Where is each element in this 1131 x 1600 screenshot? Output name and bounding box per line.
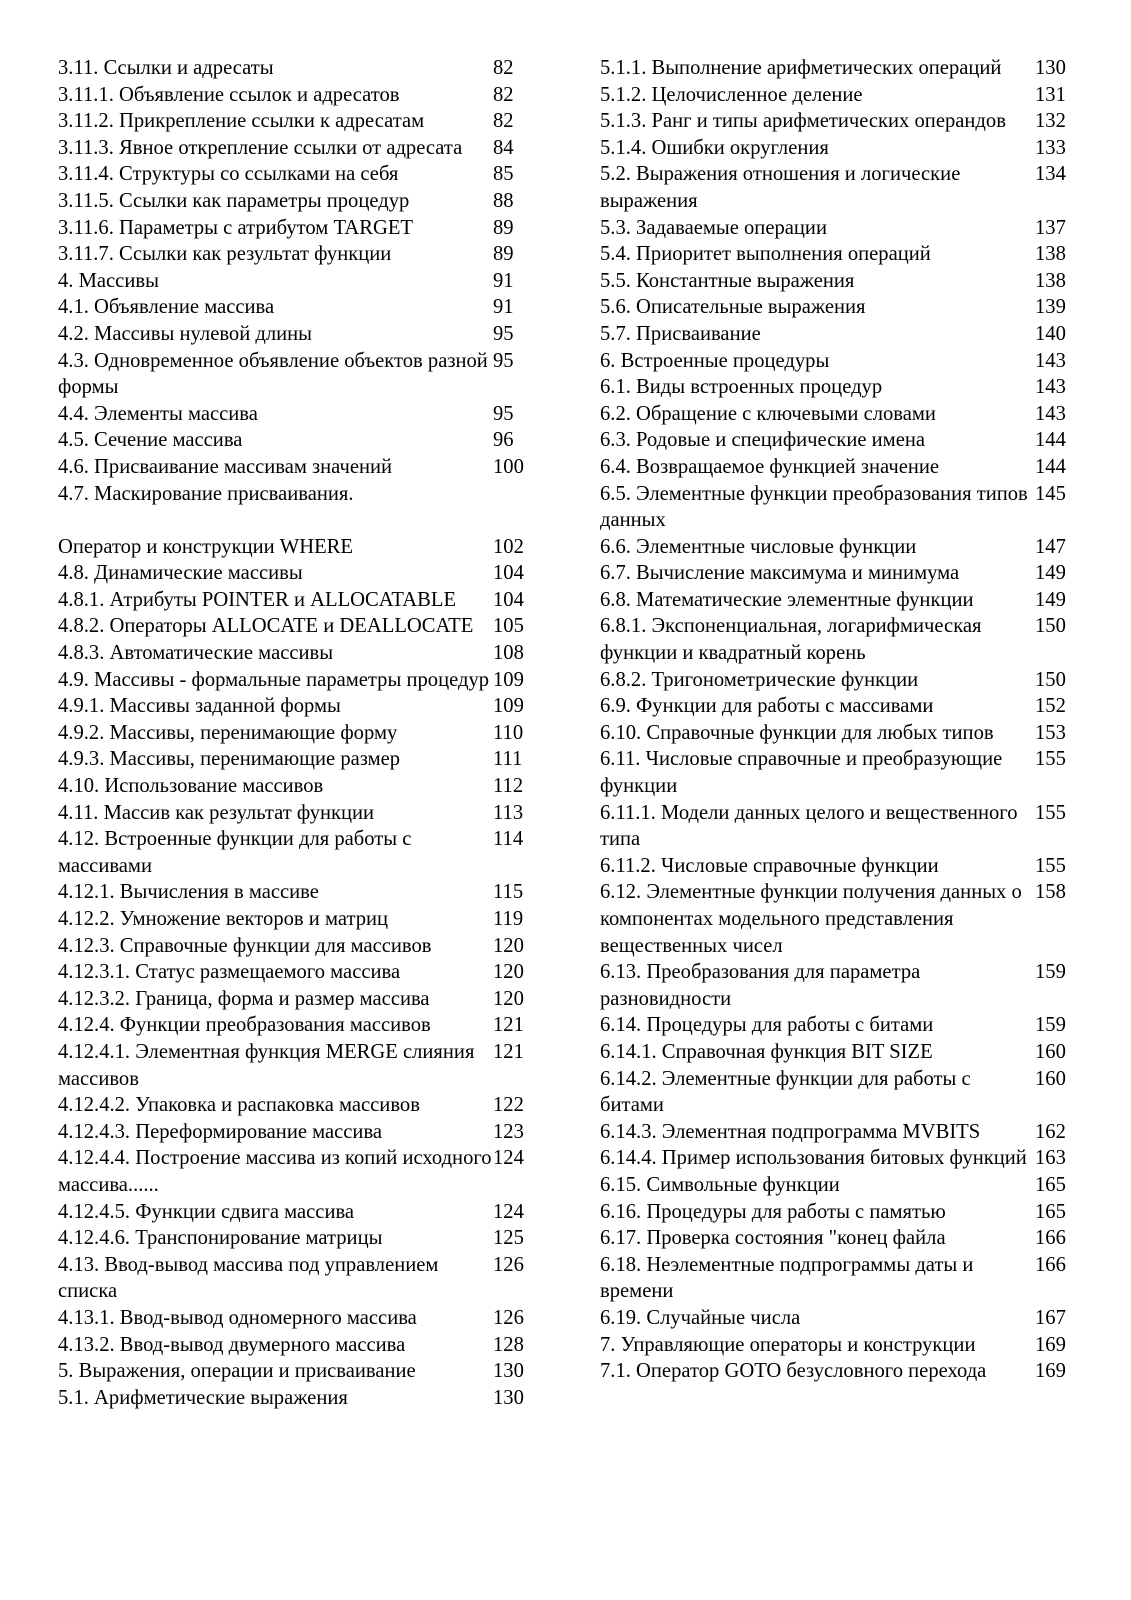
toc-entry	[58, 906, 536, 933]
toc-entry-page-number: 82	[493, 83, 514, 106]
toc-entry-title: 4.12.3.2. Граница, форма и размер массива	[58, 987, 430, 1010]
toc-entry-title: 4.6. Присваивание массивам значений	[58, 455, 393, 478]
toc-entry-title: 4.12.4.5. Функции сдвига массива	[58, 1200, 355, 1223]
toc-column-left	[58, 55, 536, 1411]
toc-entry	[600, 587, 1075, 614]
toc-entry-title: 7. Управляющие операторы и конструкции	[600, 1333, 976, 1356]
toc-entry	[58, 933, 536, 960]
toc-entry-title: 4.11. Массив как результат функции	[58, 801, 375, 824]
toc-entry-page-number: 132	[1035, 110, 1066, 133]
toc-entry-title: 6.2. Обращение с ключевыми словами	[600, 402, 936, 425]
toc-entry-title: 4.1. Объявление массива	[58, 296, 275, 319]
toc-entry-page-number: 84	[493, 136, 514, 159]
toc-entry-title: 6.11.2. Числовые справочные функции	[600, 854, 939, 877]
toc-entry	[600, 294, 1075, 321]
toc-entry-page-number: 144	[1035, 455, 1066, 478]
toc-entry-page-number: 89	[493, 216, 514, 239]
toc-entry-page-number: 169	[1035, 1360, 1066, 1383]
toc-entry	[58, 215, 536, 242]
toc-entry-page-number: 140	[1035, 322, 1066, 345]
toc-entry-title: 4.8.3. Автоматические массивы	[58, 642, 334, 665]
toc-entry	[58, 454, 536, 481]
toc-entry	[600, 1012, 1075, 1039]
toc-entry-title: 3.11.4. Структуры со ссылками на себя	[58, 163, 399, 186]
toc-entry-page-number: 95	[493, 349, 514, 372]
toc-entry-page-number: 89	[493, 243, 514, 266]
toc-entry-page-number: 169	[1035, 1333, 1066, 1356]
toc-entry-page-number: 149	[1035, 588, 1066, 611]
toc-entry-title: 5. Выражения, операции и присваивание	[58, 1360, 416, 1383]
toc-entry-title: 3.11.2. Прикрепление ссылки к адресатам	[58, 110, 425, 133]
toc-entry-page-number: 123	[493, 1120, 524, 1143]
toc-entry-title: 7.1. Оператор GOTO безусловного перехода	[600, 1360, 987, 1383]
toc-entry-title: 4.12.4. Функции преобразования массивов	[58, 1014, 431, 1037]
toc-entry-page-number: 134	[1035, 163, 1066, 186]
toc-entry	[58, 427, 536, 454]
toc-entry-title: 4.10. Использование массивов	[58, 775, 324, 798]
toc-entry-page-number: 133	[1035, 136, 1066, 159]
toc-entry-title: 3.11.6. Параметры с атрибутом TARGET	[58, 216, 414, 239]
toc-entry-title: 4.12.2. Умножение векторов и матриц	[58, 908, 389, 930]
toc-entry	[58, 587, 536, 614]
toc-entry	[58, 773, 536, 800]
toc-entry-title: 5.5. Константные выражения	[600, 269, 855, 292]
toc-entry-title: 6.5. Элементные функции преобразования типов данных	[600, 482, 1028, 532]
toc-entry-page-number: 112	[493, 775, 524, 798]
toc-entry-title: 4.12.3.1. Статус размещаемого массива	[58, 961, 401, 984]
toc-entry-page-number: 95	[493, 322, 514, 345]
toc-entry	[600, 613, 1075, 666]
toc-entry-page-number: 145	[1035, 482, 1066, 505]
toc-entry	[58, 640, 536, 667]
toc-entry-page-number: 109	[493, 668, 524, 691]
toc-entry	[58, 720, 536, 747]
toc-entry-title: 4.12.4.1. Элементная функция MERGE слияния массивов	[58, 1040, 475, 1090]
toc-entry	[58, 188, 536, 215]
toc-entry-page-number: 143	[1035, 402, 1066, 425]
toc-entry	[600, 1199, 1075, 1226]
toc-entry-title: 6.8. Математические элементные функции	[600, 588, 974, 611]
toc-entry-title: 5.1.1. Выполнение арифметических операций	[600, 57, 1002, 79]
toc-entry	[58, 826, 536, 879]
toc-entry-page-number: 114	[493, 828, 524, 851]
toc-entry	[58, 667, 536, 694]
toc-entry	[600, 1066, 1075, 1119]
toc-entry	[600, 135, 1075, 162]
toc-entry-title: 4.9.1. Массивы заданной формы	[58, 695, 341, 718]
toc-entry-page-number: 155	[1035, 854, 1066, 877]
toc-entry-title: 3.11.1. Объявление ссылок и адресатов	[58, 83, 400, 106]
toc-entry	[58, 534, 536, 561]
toc-entry	[600, 534, 1075, 561]
toc-entry	[600, 746, 1075, 799]
toc-entry	[600, 1119, 1075, 1146]
toc-entry-title: 4.13.1. Ввод-вывод одномерного массива	[58, 1306, 417, 1329]
toc-entry-title: 6.11. Числовые справочные и преобразующие функции	[600, 748, 1003, 798]
toc-entry-page-number: 126	[493, 1253, 524, 1276]
toc-entry-page-number: 167	[1035, 1306, 1066, 1329]
toc-entry-page-number: 82	[493, 110, 514, 133]
toc-entry-page-number: 119	[493, 908, 524, 930]
toc-entry-title: 4.9.2. Массивы, перенимающие форму	[58, 721, 398, 744]
toc-entry-page-number: 124	[493, 1147, 524, 1170]
toc-entry	[58, 1092, 536, 1119]
toc-entry	[58, 348, 536, 401]
toc-entry-page-number: 88	[493, 189, 514, 212]
toc-entry	[600, 1358, 1075, 1385]
toc-entry-page-number: 82	[493, 57, 514, 79]
toc-entry-page-number: 105	[493, 615, 524, 638]
toc-entry	[600, 481, 1075, 534]
toc-entry-title: 6.8.1. Экспоненциальная, логарифмическая функции и квадратный корень	[600, 615, 982, 665]
toc-entry-page-number: 115	[493, 881, 524, 904]
toc-entry-page-number: 162	[1035, 1120, 1066, 1143]
toc-entry	[600, 800, 1075, 853]
toc-entry-page-number: 153	[1035, 721, 1066, 744]
toc-entry-page-number: 91	[493, 296, 514, 319]
toc-entry	[58, 268, 536, 295]
toc-entry-page-number: 149	[1035, 562, 1066, 585]
toc-entry	[58, 401, 536, 428]
toc-entry-page-number: 102	[493, 535, 524, 558]
toc-spacer	[58, 507, 536, 534]
toc-entry-title: Оператор и конструкции WHERE	[58, 535, 353, 558]
toc-entry-title: 4. Массивы	[58, 269, 159, 292]
toc-entry	[600, 348, 1075, 375]
toc-entry-title: 4.2. Массивы нулевой длины	[58, 322, 313, 345]
toc-entry-page-number: 166	[1035, 1227, 1066, 1250]
toc-entry-page-number: 131	[1035, 83, 1066, 106]
toc-entry-page-number: 147	[1035, 535, 1066, 558]
toc-entry	[58, 161, 536, 188]
toc-entry-title: 5.7. Присваивание	[600, 322, 761, 345]
toc-entry-title: 4.13. Ввод-вывод массива под управлением списка	[58, 1253, 439, 1303]
toc-entry-page-number: 166	[1035, 1253, 1066, 1276]
toc-entry	[600, 879, 1075, 959]
toc-entry-page-number: 96	[493, 429, 514, 452]
toc-entry-title: 4.12.1. Вычисления в массиве	[58, 881, 319, 904]
toc-entry-page-number: 137	[1035, 216, 1066, 239]
toc-entry-title: 4.12. Встроенные функции для работы с массивами	[58, 828, 412, 877]
toc-entry-title: 5.4. Приоритет выполнения операций	[600, 243, 931, 266]
toc-entry	[600, 427, 1075, 454]
toc-entry	[58, 959, 536, 986]
toc-entry-page-number: 113	[493, 801, 524, 824]
toc-entry	[600, 374, 1075, 401]
toc-entry	[58, 613, 536, 640]
toc-entry	[600, 720, 1075, 747]
toc-entry-page-number: 160	[1035, 1067, 1066, 1090]
toc-entry	[58, 693, 536, 720]
toc-entry-page-number: 124	[493, 1200, 524, 1223]
toc-entry-title: 5.6. Описательные выражения	[600, 296, 866, 319]
toc-entry-page-number: 126	[493, 1306, 524, 1329]
toc-entry-title: 6.14.4. Пример использования битовых функций	[600, 1147, 1027, 1170]
toc-entry-page-number: 95	[493, 402, 514, 425]
toc-entry	[600, 853, 1075, 880]
toc-entry	[600, 161, 1075, 214]
toc-entry-title: 6.1. Виды встроенных процедур	[600, 376, 883, 399]
toc-entry	[58, 879, 536, 906]
toc-entry	[600, 560, 1075, 587]
toc-entry-title: 4.9. Массивы - формальные параметры процедур	[58, 668, 490, 691]
toc-entry-page-number: 138	[1035, 243, 1066, 266]
toc-entry-page-number: 144	[1035, 429, 1066, 452]
toc-entry	[58, 1012, 536, 1039]
toc-entry-title: 6.14.1. Справочная функция BIT SIZE	[600, 1040, 933, 1063]
toc-entry-title: 6. Встроенные процедуры	[600, 349, 830, 372]
toc-entry-title: 4.8. Динамические массивы	[58, 562, 303, 585]
toc-entry	[58, 108, 536, 135]
toc-entry	[600, 959, 1075, 1012]
toc-entry-title: 6.14.2. Элементные функции для работы с битами	[600, 1067, 971, 1117]
toc-entry-title: 4.3. Одновременное объявление объектов разной формы	[58, 349, 488, 399]
toc-entry-title: 6.12. Элементные функции получения данных о компонентах модельного представления вещественных чисел	[600, 881, 1022, 957]
toc-entry-page-number: 120	[493, 934, 524, 957]
toc-entry	[58, 55, 536, 82]
toc-entry-title: 4.12.4.4. Построение массива из копий исходного массива......	[58, 1147, 492, 1196]
toc-entry-page-number: 159	[1035, 961, 1066, 984]
toc-entry-title: 3.11.3. Явное открепление ссылки от адресата	[58, 136, 463, 159]
toc-entry-page-number: 121	[493, 1014, 524, 1037]
toc-entry-page-number: 158	[1035, 881, 1066, 904]
toc-entry-page-number: 91	[493, 269, 514, 292]
toc-entry-page-number: 120	[493, 987, 524, 1010]
toc-entry-title: 6.15. Символьные функции	[600, 1173, 840, 1196]
toc-entry-title: 6.7. Вычисление максимума и минимума	[600, 562, 960, 585]
toc-entry-page-number: 150	[1035, 615, 1066, 638]
toc-entry-title: 4.12.4.6. Транспонирование матрицы	[58, 1227, 383, 1250]
toc-entry	[58, 1385, 536, 1412]
toc-entry-title: 6.13. Преобразования для параметра разновидности	[600, 961, 921, 1010]
toc-entry	[600, 1332, 1075, 1359]
toc-entry	[58, 294, 536, 321]
toc-entry-title: 5.1.4. Ошибки округления	[600, 136, 829, 159]
toc-entry-title: 5.3. Задаваемые операции	[600, 216, 827, 239]
toc-entry-page-number: 163	[1035, 1147, 1066, 1170]
toc-entry	[58, 1119, 536, 1146]
toc-entry-title: 6.6. Элементные числовые функции	[600, 535, 917, 558]
toc-entry-page-number: 104	[493, 562, 524, 585]
toc-entry-title: 5.2. Выражения отношения и логические выражения	[600, 163, 961, 212]
toc-entry	[600, 1225, 1075, 1252]
toc-entry	[58, 481, 536, 508]
toc-entry	[600, 268, 1075, 295]
toc-entry-page-number: 109	[493, 695, 524, 718]
toc-entry-page-number: 128	[493, 1333, 524, 1356]
toc-entry	[600, 108, 1075, 135]
toc-entry-title: 6.3. Родовые и специфические имена	[600, 429, 926, 452]
toc-entry	[58, 1225, 536, 1252]
toc-entry	[58, 1252, 536, 1305]
toc-entry	[58, 135, 536, 162]
toc-entry-title: 6.19. Случайные числа	[600, 1306, 801, 1329]
toc-entry-title: 4.9.3. Массивы, перенимающие размер	[58, 748, 401, 771]
toc-entry	[58, 986, 536, 1013]
toc-entry	[600, 1252, 1075, 1305]
toc-entry	[600, 667, 1075, 694]
toc-entry-title: 4.13.2. Ввод-вывод двумерного массива	[58, 1333, 406, 1356]
toc-entry-title: 3.11.7. Ссылки как результат функции	[58, 243, 392, 266]
toc-entry	[600, 215, 1075, 242]
toc-entry-page-number: 85	[493, 163, 514, 186]
toc-entry-title: 4.12.4.2. Упаковка и распаковка массивов	[58, 1094, 420, 1117]
toc-entry	[58, 1199, 536, 1226]
toc-entry-title: 4.8.2. Операторы ALLOCATE и DEALLOCATE	[58, 615, 474, 638]
toc-entry-page-number: 111	[493, 748, 523, 771]
toc-entry	[600, 55, 1075, 82]
toc-entry	[600, 401, 1075, 428]
toc-entry	[58, 1039, 536, 1092]
toc-entry-title: 6.14.3. Элементная подпрограмма MVBITS	[600, 1120, 981, 1143]
toc-entry-page-number: 143	[1035, 376, 1066, 399]
toc-entry	[58, 321, 536, 348]
toc-entry	[600, 1039, 1075, 1066]
toc-entry-title: 6.18. Неэлементные подпрограммы даты и времени	[600, 1253, 974, 1303]
toc-entry-page-number: 165	[1035, 1173, 1066, 1196]
toc-entry-title: 6.16. Процедуры для работы с памятью	[600, 1200, 946, 1223]
toc-entry-title: 5.1. Арифметические выражения	[58, 1386, 348, 1409]
toc-entry-page-number: 100	[493, 455, 524, 478]
toc-entry-page-number: 150	[1035, 668, 1066, 691]
toc-entry	[58, 1145, 536, 1198]
toc-entry-title: 6.10. Справочные функции для любых типов	[600, 721, 994, 744]
toc-entry-page-number: 138	[1035, 269, 1066, 292]
toc-entry-title: 4.8.1. Атрибуты POINTER и ALLOCATABLE	[58, 588, 457, 611]
toc-entry	[600, 82, 1075, 109]
toc-entry-title: 6.9. Функции для работы с массивами	[600, 695, 934, 718]
toc-entry-page-number: 120	[493, 961, 524, 984]
toc-entry-page-number: 159	[1035, 1014, 1066, 1037]
toc-entry	[58, 1332, 536, 1359]
toc-entry	[600, 454, 1075, 481]
toc-entry-page-number: 155	[1035, 801, 1066, 824]
toc-entry-title: 4.5. Сечение массива	[58, 429, 243, 452]
toc-entry-title: 4.7. Маскирование присваивания.	[58, 482, 354, 505]
toc-entry	[58, 1305, 536, 1332]
toc-entry-title: 4.12.3. Справочные функции для массивов	[58, 934, 432, 957]
toc-entry	[58, 560, 536, 587]
toc-entry-title: 3.11.5. Ссылки как параметры процедур	[58, 189, 410, 212]
toc-entry-page-number: 130	[1035, 57, 1066, 79]
toc-entry-page-number: 155	[1035, 748, 1066, 771]
toc-entry-title: 6.14. Процедуры для работы с битами	[600, 1014, 934, 1037]
toc-entry-title: 6.17. Проверка состояния "конец файла	[600, 1227, 946, 1250]
toc-column-right	[600, 55, 1075, 1385]
toc-entry	[58, 241, 536, 268]
toc-entry-page-number: 121	[493, 1040, 524, 1063]
toc-entry	[600, 693, 1075, 720]
toc-entry-page-number: 139	[1035, 296, 1066, 319]
toc-entry-title: 4.4. Элементы массива	[58, 402, 258, 425]
toc-entry-title: 6.8.2. Тригонометрические функции	[600, 668, 919, 691]
toc-entry-page-number: 165	[1035, 1200, 1066, 1223]
toc-entry	[58, 82, 536, 109]
toc-entry	[58, 746, 536, 773]
toc-entry-page-number: 110	[493, 721, 524, 744]
toc-entry-title: 5.1.3. Ранг и типы арифметических операндов	[600, 110, 1006, 133]
toc-entry	[600, 1172, 1075, 1199]
toc-entry-title: 4.12.4.3. Переформирование массива	[58, 1120, 383, 1143]
toc-entry	[600, 1305, 1075, 1332]
toc-entry-title: 5.1.2. Целочисленное деление	[600, 83, 863, 106]
toc-entry-page-number: 104	[493, 588, 524, 611]
toc-entry-page-number: 122	[493, 1094, 524, 1117]
toc-entry	[600, 1145, 1075, 1172]
toc-entry-title: 6.11.1. Модели данных целого и вещественного типа	[600, 801, 1018, 851]
toc-entry-page-number: 130	[493, 1386, 524, 1409]
toc-entry-title: 6.4. Возвращаемое функцией значение	[600, 455, 940, 478]
toc-entry-page-number: 143	[1035, 349, 1066, 372]
toc-entry-page-number: 130	[493, 1360, 524, 1383]
toc-entry-page-number: 125	[493, 1227, 524, 1250]
toc-entry	[58, 1358, 536, 1385]
toc-entry	[58, 800, 536, 827]
toc-entry-title: 3.11. Ссылки и адресаты	[58, 57, 274, 79]
toc-entry-page-number: 160	[1035, 1040, 1066, 1063]
toc-entry	[600, 241, 1075, 268]
toc-entry	[600, 321, 1075, 348]
toc-entry-page-number: 152	[1035, 695, 1066, 718]
toc-entry-page-number: 108	[493, 642, 524, 665]
